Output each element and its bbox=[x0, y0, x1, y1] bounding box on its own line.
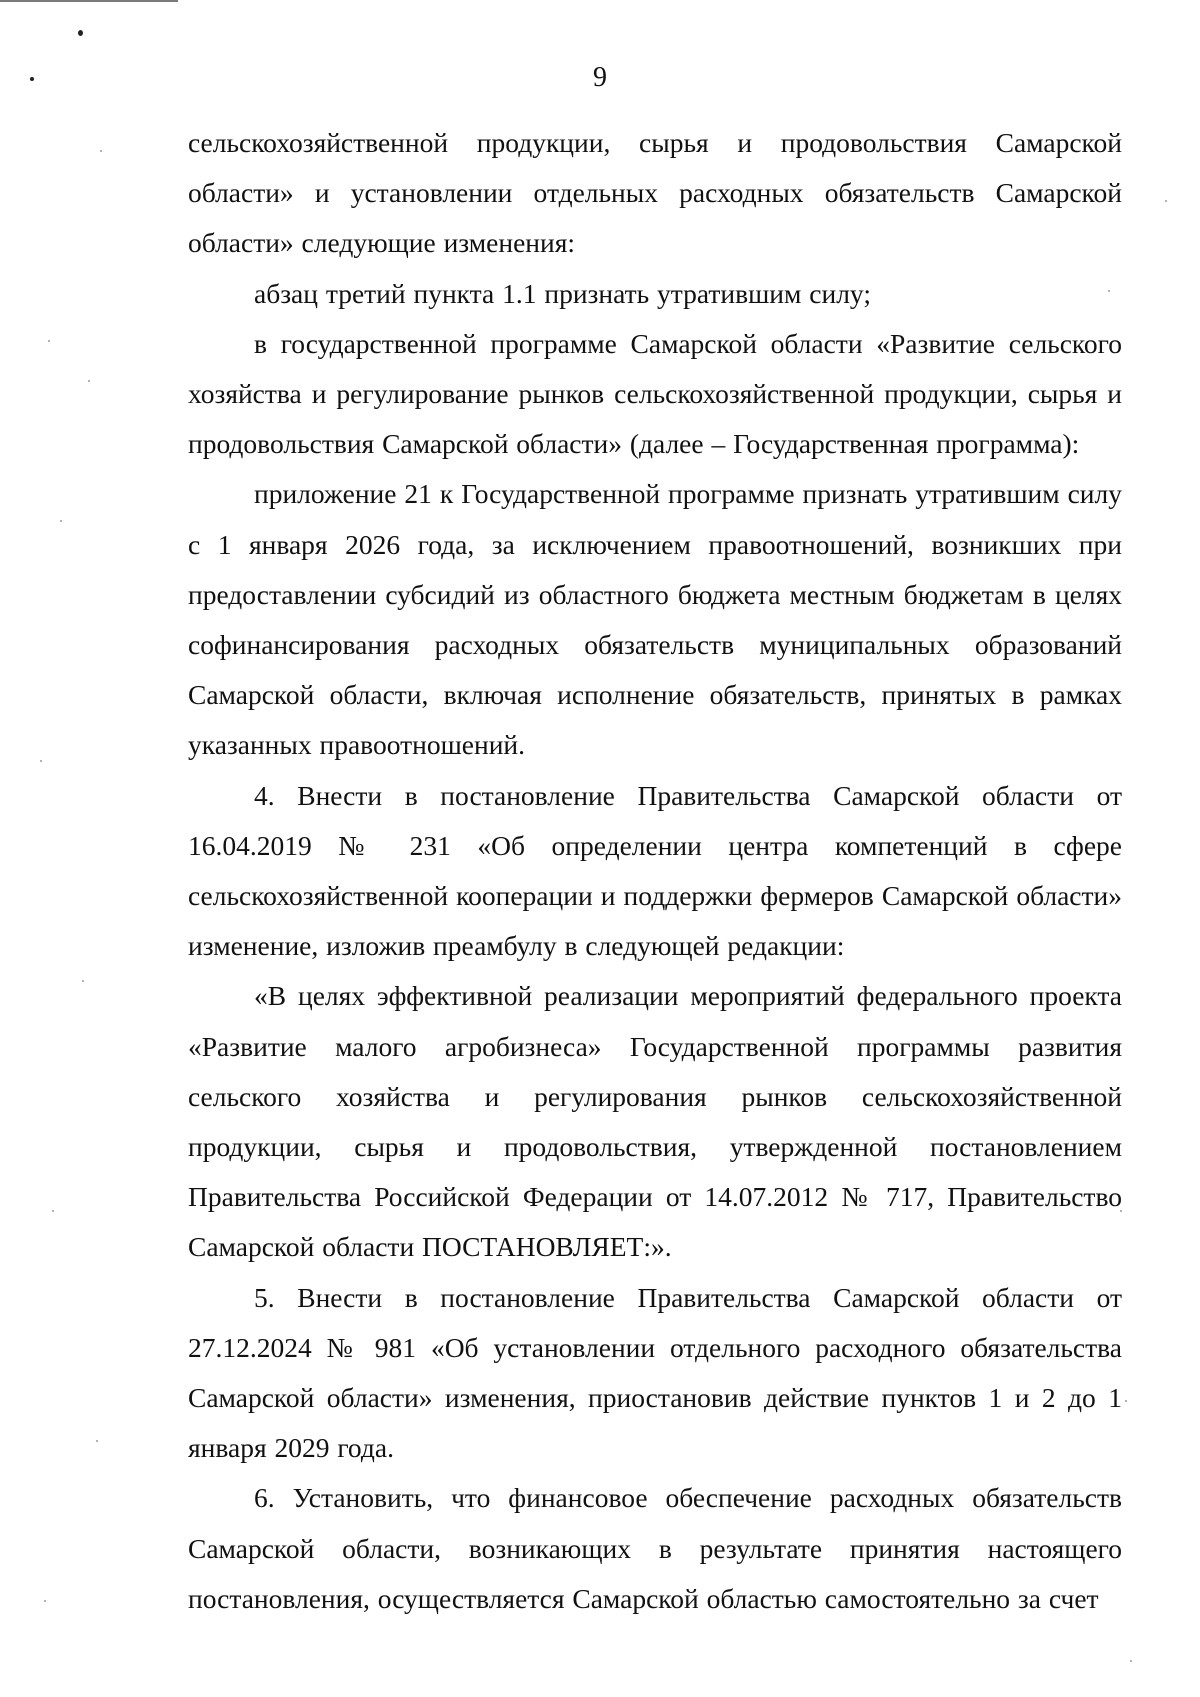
scan-speck bbox=[88, 380, 90, 382]
scan-speck bbox=[100, 150, 102, 152]
paragraph-appendix-21: приложение 21 к Государственной программе признать утратившим силу с 1 января 2026 года, за исключением правоотношений, возникших при предоставлении субсидий из областного бюджета местным бюджетам в целях софинансирования расходных обязательств муниципальных образований Самарской области, включая исполнение обязательств, принятых в рамках указанных правоотношений. bbox=[188, 478, 1122, 761]
paragraph-item-6: 6. Установить, что финансовое обеспечение расходных обязательств Самарской области, возникающих в результате принятия настоящего постановления, осуществляется Самарской областью самостоятельно за счет bbox=[188, 1482, 1122, 1614]
scan-speck bbox=[1125, 1400, 1127, 1402]
scan-speck bbox=[40, 760, 42, 762]
scan-speck bbox=[82, 980, 84, 982]
page-number: 9 bbox=[593, 62, 607, 93]
scan-speck bbox=[96, 1440, 98, 1442]
document-body bbox=[188, 118, 1122, 1624]
scan-speck bbox=[48, 340, 50, 342]
paragraph-item-5: 5. Внести в постановление Правительства Самарской области от 27.12.2024 № 981 «Об установлении отдельного расходного обязательства Самарской области» изменения, приостановив действие пунктов 1 и 2 до 1 января 2029 года. bbox=[188, 1281, 1122, 1464]
scan-speck bbox=[52, 1210, 54, 1212]
paragraph-item-4: 4. Внести в постановление Правительства Самарской области от 16.04.2019 № 231 «Об определении центра компетенций в сфере сельскохозяйственной кооперации и поддержки фермеров Самарской области» изменение, изложив преамбулу в следующей редакции: bbox=[188, 779, 1122, 962]
scan-speck bbox=[1165, 200, 1167, 202]
scan-speck bbox=[44, 1600, 46, 1602]
paragraph-preamble-quote: «В целях эффективной реализации мероприятий федерального проекта «Развитие малого агробизнеса» Государственной программы развития сельского хозяйства и регулирования рынков сельскохозяйственной продукции, сырья и продовольствия, утвержденной постановлением Правительства Российской Федерации от 14.07.2012 № 717, Правительство Самарской области ПОСТАНОВЛЯЕТ:». bbox=[188, 980, 1122, 1263]
scan-edge-line bbox=[0, 0, 178, 2]
paragraph-state-program: в государственной программе Самарской области «Развитие сельского хозяйства и регулирование рынков сельскохозяйственной продукции, сырья и продовольствия Самарской области» (далее – Государственная программа): bbox=[188, 327, 1122, 460]
paragraph-continuation: сельскохозяйственной продукции, сырья и продовольствия Самарской области» и установлении отдельных расходных обязательств Самарской области» следующие изменения: bbox=[188, 127, 1122, 259]
scan-dot-mark bbox=[78, 30, 83, 36]
scan-speck bbox=[1130, 1660, 1132, 1662]
paragraph-amendment-paragraph-3: абзац третий пункта 1.1 признать утратившим силу; bbox=[254, 277, 871, 309]
scan-speck bbox=[60, 520, 62, 522]
